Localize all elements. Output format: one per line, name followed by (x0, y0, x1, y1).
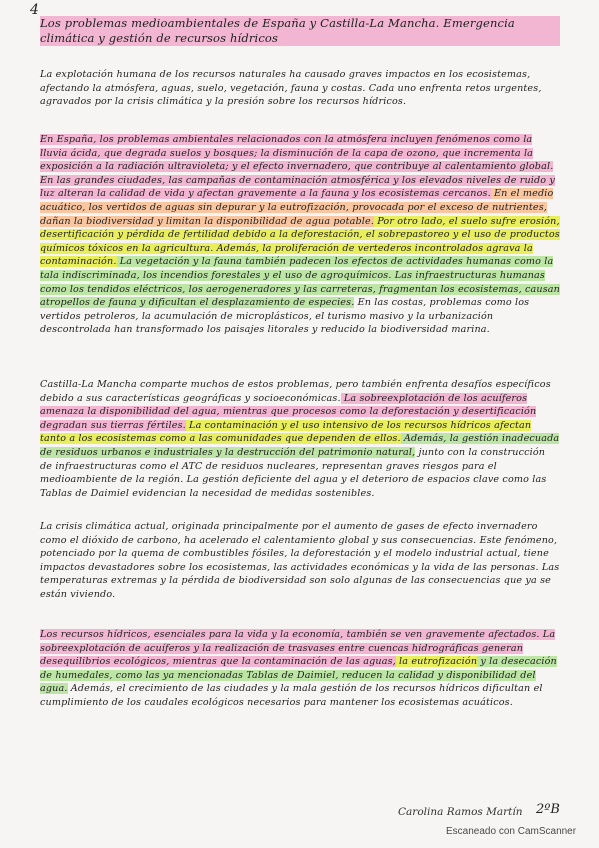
text-segment: En el medio acuático, los vertidos de aguas sin depurar y la eutrofización, provocada por el exceso de nutrientes, dañan la biodiversidad y limitan la disponibilidad de agua potable. (40, 188, 554, 227)
class-grade: 2ºB (536, 802, 560, 817)
text-segment: La sobreexplotación de los acuíferos amenaza la disponibilidad del agua, mientras que procesos como la deforestación y desertificación degradan sus tierras fértiles. (40, 392, 537, 431)
document-title: Los problemas medioambientales de España y Castilla-La Mancha. Emergencia climática y gestión de recursos hídricos (40, 16, 560, 46)
text-segment: y la desecación de humedales, como las ya mencionadas Tablas de Daimiel, reducen la calidad y disponibilidad del agua. (40, 656, 557, 695)
text-segment: La crisis climática actual, originada principalmente por el aumento de gases de efecto invernadero como el dióxido de carbono, ha acelerado el calentamiento global y sus consecuencias. Este fenómeno, potenciado por la quema de combustibles fósiles, la deforestación y el modelo industrial actual, tiene impactos devastadores sobre los ecosistemas, las actividades económicas y la vida de las personas. Las temperaturas extremas y la pérdida de biodiversidad son solo algunas de las consecuencias que ya se están viviendo. (40, 521, 560, 600)
text-segment: Además, la proliferación de vertederos incontrolados agrava la contaminación. (40, 242, 533, 268)
paragraph-4 (40, 520, 560, 602)
text-segment: En las costas, problemas como los vertidos petroleros, la acumulación de microplásticos, el turismo masivo y la urbanización descontrolada han transformado los paisajes litorales y reducido la biodiversidad marina. (40, 297, 530, 336)
text-segment: Por otro lado, el suelo sufre erosión, desertificación y pérdida de fertilidad debido a la deforestación, el sobrepastoreo y el uso de productos químicos tóxicos en la agricultura. (40, 215, 560, 254)
text-segment: Los recursos hídricos, esenciales para la vida y la economía, también se ven gravemente afectados. La sobreexplotación de acuíferos y la realización de trasvases entre cuencas hidrográficas generan desequilibrios ecológicos, mientras que la contaminación de las aguas, (40, 629, 556, 668)
text-segment: La contaminación y el uso intensivo de los recursos hídricos afectan tanto a los ecosistemas como a las comunidades que dependen de ellos. (40, 419, 532, 445)
text-segment: junto con la construcción de infraestructuras como el ATC de residuos nucleares, representan graves riesgos para el medioambiente de la región. La gestión deficiente del agua y el deterioro de espacios clave como las Tablas de Daimiel evidencian la necesidad de medidas sostenibles. (40, 446, 547, 499)
text-segment: Además, el crecimiento de las ciudades y la mala gestión de los recursos hídricos dificultan el cumplimiento de los caudales ecológicos necesarios para mantener los ecosistemas acuáticos. (40, 683, 543, 708)
scanner-watermark: Escaneado con CamScanner (446, 826, 577, 837)
paragraph-1 (40, 68, 560, 109)
text-segment: la eutrofización (395, 656, 478, 668)
text-segment: La explotación humana de los recursos naturales ha causado graves impactos en los ecosistemas, afectando la atmósfera, aguas, suelo, vegetación, fauna y costas. Cada uno enfrenta retos urgentes, agravados por la crisis climática y la presión sobre los recursos hídricos. (40, 69, 542, 108)
text-segment: En España, los problemas ambientales relacionados con la atmósfera incluyen fenómenos como la lluvia ácida, que degrada suelos y bosques; la disminución de la capa de ozono, que incrementa la exposición a la radiación ultravioleta; y el efecto invernadero, que contribuye al calentamiento global. En las grandes ciudades, las campañas de contaminación atmosférica y los elevados niveles de ruido y luz alteran la calidad de vida y afectan gravemente a la fauna y los ecosistemas cercanos. (40, 134, 555, 200)
text-segment: La vegetación y la fauna también padecen los efectos de actividades humanas como la tala indiscriminada, los incendios forestales y el uso de agroquímicos. Las infraestructuras humanas como los tendidos eléctricos, los aerogeneradores y las carreteras, fragmentan los ecosistemas, causan atropellos de fauna y dificultan el desplazamiento de especies. (40, 256, 561, 309)
text-segment: Castilla-La Mancha comparte muchos de estos problemas, pero también enfrenta desafíos específicos debido a sus características geográficas y socioeconómicas. (40, 379, 551, 404)
author-signature: Carolina Ramos Martín (398, 806, 523, 818)
paragraph-3 (40, 378, 560, 500)
page-number: 4 (30, 2, 39, 18)
text-segment: Además, la gestión inadecuada de residuos urbanos e industriales y la destrucción del patrimonio natural, (40, 433, 560, 458)
paragraph-5 (40, 628, 560, 710)
paragraph-2 (40, 133, 560, 337)
